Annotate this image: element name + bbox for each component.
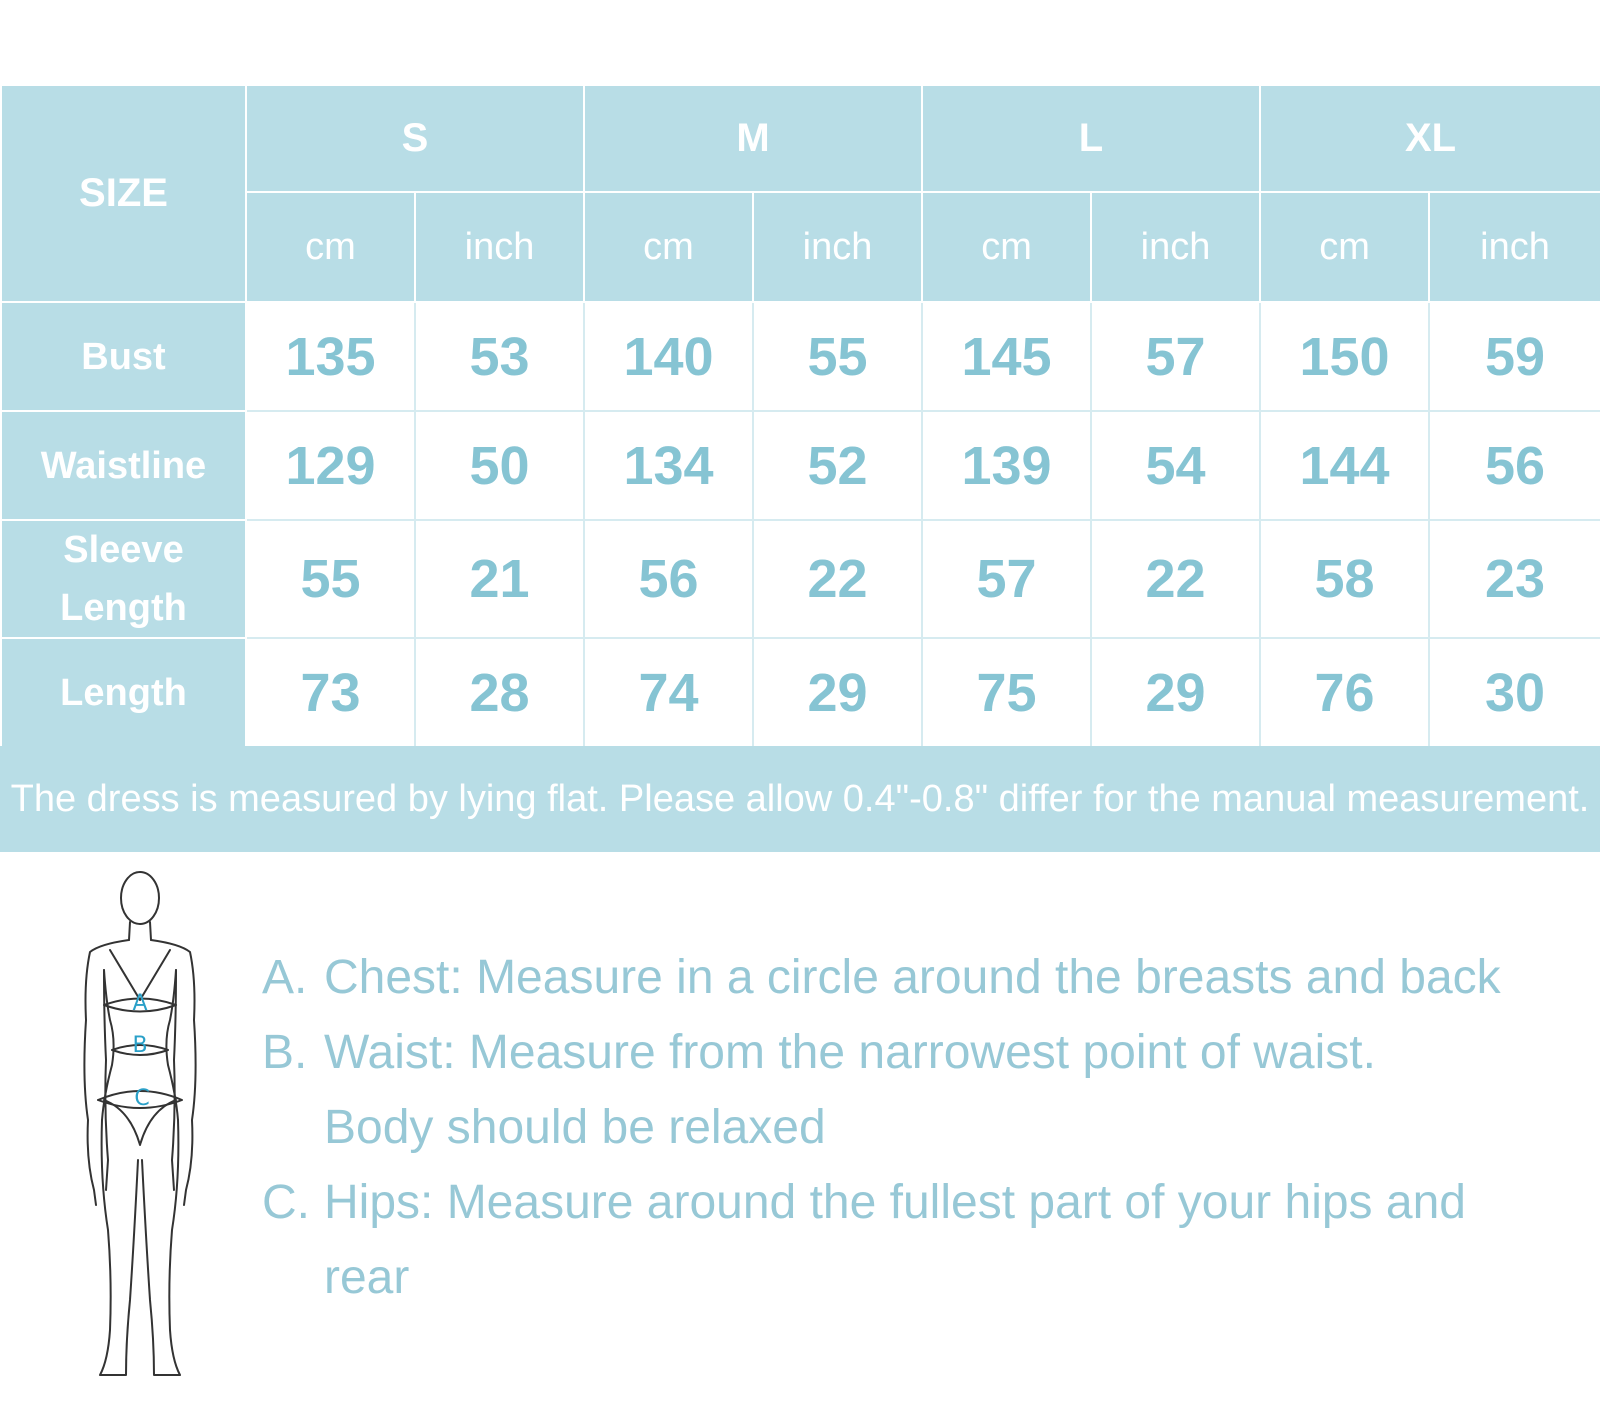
- guide-item-waist: [262, 1015, 1582, 1165]
- table-cell: 73: [246, 638, 415, 747]
- size-s-header: S: [246, 85, 584, 192]
- unit-header: inch: [415, 192, 584, 302]
- size-header-row: [1, 85, 1600, 192]
- body-outline-figure: [60, 860, 220, 1400]
- row-label-sleeve-length: Sleeve Length: [1, 520, 246, 638]
- row-label-waistline: Waistline: [1, 411, 246, 520]
- table-cell: 144: [1260, 411, 1429, 520]
- table-row-waistline: [1, 411, 1600, 520]
- table-cell: 55: [246, 520, 415, 638]
- table-cell: 22: [753, 520, 922, 638]
- table-cell: 74: [584, 638, 753, 747]
- head-outline: [121, 872, 159, 924]
- table-cell: 28: [415, 638, 584, 747]
- figure-mark-a: A: [132, 991, 148, 1016]
- table-cell: 22: [1091, 520, 1260, 638]
- table-cell: 29: [1091, 638, 1260, 747]
- guide-item-chest: [262, 940, 1582, 1015]
- table-cell: 57: [922, 520, 1091, 638]
- guide-item-hips: [262, 1165, 1582, 1315]
- table-cell: 134: [584, 411, 753, 520]
- guide-text: Chest: Measure in a circle around the breasts and back: [324, 951, 1501, 1004]
- unit-header: cm: [246, 192, 415, 302]
- table-cell: 29: [753, 638, 922, 747]
- table-cell: 140: [584, 302, 753, 411]
- unit-header: inch: [1429, 192, 1600, 302]
- table-cell: 57: [1091, 302, 1260, 411]
- table-cell: 52: [753, 411, 922, 520]
- table-cell: 54: [1091, 411, 1260, 520]
- measurement-guide: [262, 940, 1582, 1315]
- table-cell: 50: [415, 411, 584, 520]
- measurement-note: The dress is measured by lying flat. Please allow 0.4"-0.8" differ for the manual measurement.: [0, 746, 1600, 852]
- table-cell: 145: [922, 302, 1091, 411]
- table-cell: 56: [1429, 411, 1600, 520]
- table-cell: 150: [1260, 302, 1429, 411]
- table-cell: 139: [922, 411, 1091, 520]
- size-xl-header: XL: [1260, 85, 1600, 192]
- table-cell: 56: [584, 520, 753, 638]
- table-cell: 129: [246, 411, 415, 520]
- guide-mark: B.: [262, 1026, 308, 1079]
- size-header: SIZE: [1, 85, 246, 302]
- table-cell: 53: [415, 302, 584, 411]
- right-leg-outline: [142, 1120, 180, 1375]
- guide-text: Hips: Measure around the fullest part of your hips and rear: [324, 1176, 1466, 1304]
- table-cell: 58: [1260, 520, 1429, 638]
- table-cell: 76: [1260, 638, 1429, 747]
- table-cell: 30: [1429, 638, 1600, 747]
- guide-mark: A.: [262, 951, 308, 1004]
- size-m-header: M: [584, 85, 922, 192]
- figure-mark-c: C: [134, 1086, 150, 1111]
- table-row-length: [1, 638, 1600, 747]
- unit-header: inch: [1091, 192, 1260, 302]
- row-label-length: Length: [1, 638, 246, 747]
- unit-header: cm: [922, 192, 1091, 302]
- table-cell: 23: [1429, 520, 1600, 638]
- table-cell: 55: [753, 302, 922, 411]
- table-cell: 59: [1429, 302, 1600, 411]
- table-cell: 75: [922, 638, 1091, 747]
- unit-header: cm: [584, 192, 753, 302]
- table-row-sleeve-length: [1, 520, 1600, 638]
- table-cell: 21: [415, 520, 584, 638]
- table-cell: 135: [246, 302, 415, 411]
- row-label-bust: Bust: [1, 302, 246, 411]
- figure-mark-b: B: [132, 1033, 148, 1058]
- size-l-header: L: [922, 85, 1260, 192]
- size-chart-table: [0, 84, 1600, 748]
- unit-header: inch: [753, 192, 922, 302]
- table-row-bust: [1, 302, 1600, 411]
- guide-mark: C.: [262, 1176, 310, 1229]
- left-leg-outline: [100, 1120, 138, 1375]
- unit-header: cm: [1260, 192, 1429, 302]
- guide-text: Waist: Measure from the narrowest point of waist. Body should be relaxed: [324, 1026, 1376, 1154]
